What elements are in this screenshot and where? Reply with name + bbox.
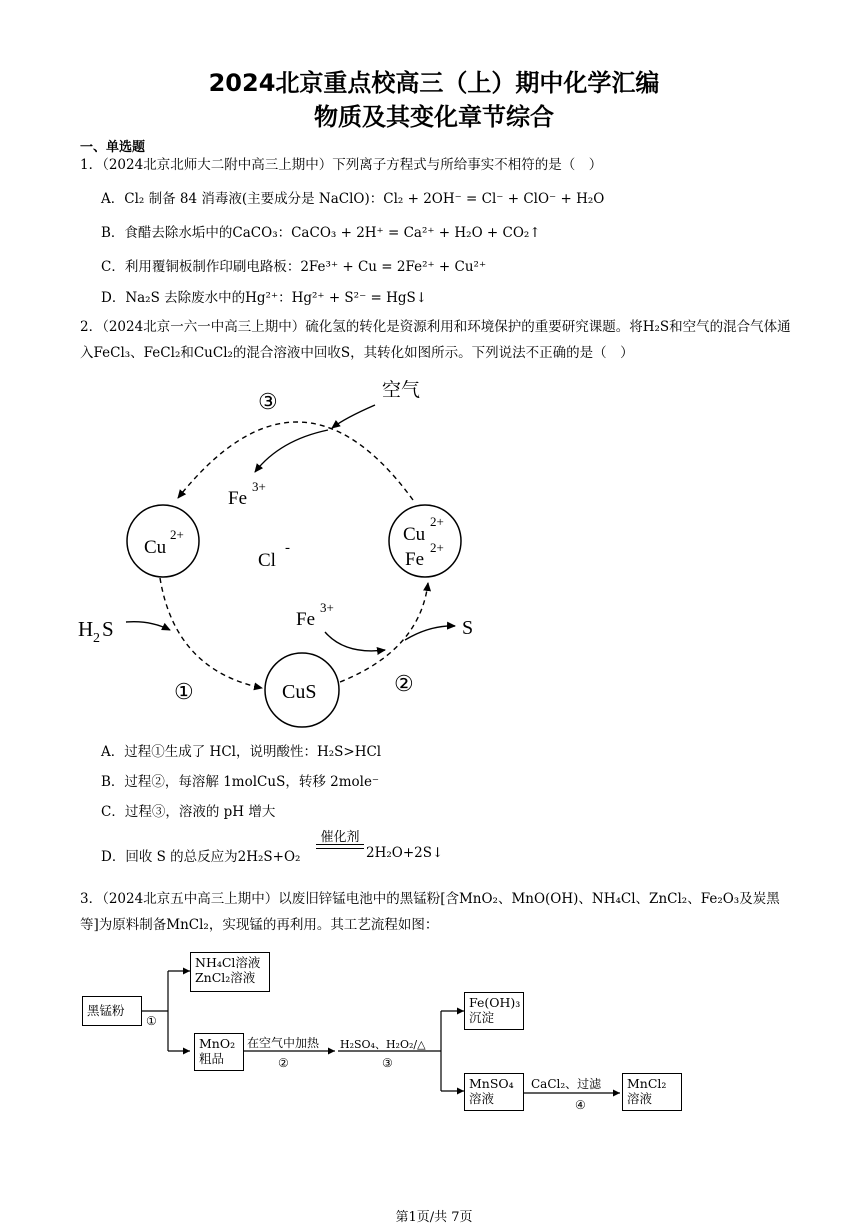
box-line-1: Fe(OH)₃: [469, 995, 521, 1010]
question-3-stem: 3．（2024北京五中高三上期中）以废旧锌锰电池中的黑锰粉[含MnO₂、MnO(OH)、NH₄Cl、ZnCl₂、Fe₂O₃及炭黑等]为原料制备MnCl₂，实现锰的再利用。其工艺流程如图：: [80, 891, 780, 933]
process-flow-lines: [60, 940, 720, 1120]
question-2-option-c: C．过程③，溶液的 pH 增大: [101, 804, 276, 820]
box-nh4cl-zncl2: [190, 952, 270, 992]
label-fe-bottom-charge: 3+: [320, 600, 334, 615]
label-step-2: ②: [394, 671, 414, 696]
flow-step-2: ②: [278, 1056, 289, 1070]
label-h2s-h: H: [78, 617, 94, 641]
dashed-arc-bottom-right: [340, 583, 428, 682]
box-line-1: MnCl₂: [627, 1076, 667, 1091]
flow-label-cacl2-filter: CaCl₂、过滤: [531, 1077, 602, 1091]
catalyst-equals-sign: [316, 844, 364, 849]
box-feoh3-precipitate: [464, 992, 524, 1030]
sulfur-cycle-diagram: [60, 370, 520, 740]
flow-step-4: ④: [575, 1098, 586, 1112]
question-2-option-d: D．回收 S 的总反应为2H₂S+O₂: [101, 849, 301, 865]
box-black-manganese-powder: [82, 996, 142, 1026]
label-cu-ion-charge: 2+: [170, 527, 184, 542]
box-line-2: 粗品: [199, 1051, 225, 1066]
section-heading: 一、单选题: [80, 140, 146, 155]
label-h2s-s: S: [102, 617, 114, 641]
question-2-option-d-product: 2H₂O+2S↓: [366, 845, 444, 861]
label-step-1: ①: [174, 679, 194, 704]
box-line-2: 溶液: [469, 1091, 495, 1106]
question-1-option-b: B．食醋去除水垢中的CaCO₃：CaCO₃ + 2H⁺ = Ca²⁺ + H₂O + CO₂↑: [101, 225, 541, 241]
label-fe-bottom: Fe: [296, 609, 315, 630]
box-line-1: NH₄Cl溶液: [195, 955, 261, 970]
box-mncl2-solution: [622, 1073, 682, 1111]
box-line-1: MnSO₄: [469, 1076, 514, 1091]
page-footer: 第1页/共 7页: [395, 1210, 473, 1225]
label-cl-ion-charge: -: [285, 540, 290, 556]
page-title: 2024北京重点校高三（上）期中化学汇编: [208, 69, 660, 97]
question-2-option-b: B．过程②，每溶解 1molCuS，转移 2mole⁻: [101, 774, 380, 790]
label-cl-ion: Cl: [258, 550, 276, 571]
box-mno2-crude: [194, 1033, 244, 1071]
question-1-option-d: D．Na₂S 去除废水中的Hg²⁺：Hg²⁺ + S²⁻ = HgS↓: [101, 290, 428, 306]
box-line-2: ZnCl₂溶液: [195, 970, 256, 985]
label-h2s-sub: 2: [93, 631, 100, 646]
page-subtitle: 物质及其变化章节综合: [314, 103, 554, 131]
dashed-arc-bottom-left: [160, 578, 262, 688]
question-1-option-a: A．Cl₂ 制备 84 消毒液(主要成分是 NaClO)：Cl₂ + 2OH⁻ = Cl⁻ + ClO⁻ + H₂O: [101, 191, 605, 207]
flow-step-3: ③: [382, 1056, 393, 1070]
question-1-stem: 1．（2024北京北师大二附中高三上期中）下列离子方程式与所给事实不相符的是（ ）: [80, 157, 603, 173]
air-arrow: [332, 405, 375, 428]
label-right-cu: Cu: [403, 524, 426, 545]
label-fe-top-charge: 3+: [252, 479, 266, 494]
question-2-option-a: A．过程①生成了 HCl，说明酸性：H₂S>HCl: [101, 744, 382, 760]
question-2-stem: 2．（2024北京一六一中高三上期中）硫化氢的转化是资源利用和环境保护的重要研究课题。将H₂S和空气的混合气体通入FeCl₃、FeCl₂和CuCl₂的混合溶液中回收S，其转化如图所示。下列说法不正确的是（ ）: [80, 319, 791, 361]
box-line-1: MnO₂: [199, 1036, 236, 1051]
label-cu-ion: Cu: [144, 537, 167, 558]
box-label: 黑锰粉: [87, 1003, 125, 1018]
flow-label-h2so4-h2o2: H₂SO₄、H₂O₂/△: [340, 1038, 426, 1051]
box-mnso4-solution: [464, 1073, 524, 1111]
flow-step-1: ①: [146, 1014, 157, 1028]
question-1-option-c: C．利用覆铜板制作印刷电路板：2Fe³⁺ + Cu = 2Fe²⁺ + Cu²⁺: [101, 259, 487, 275]
label-air: 空气: [382, 380, 421, 401]
label-right-cu-charge: 2+: [430, 514, 444, 529]
fe3-formation-arrow: [255, 430, 328, 472]
label-right-fe: Fe: [405, 549, 424, 570]
label-right-fe-charge: 2+: [430, 540, 444, 555]
fe3-consume-arrow: [325, 632, 385, 651]
label-cus: CuS: [282, 681, 317, 703]
label-fe-top: Fe: [228, 488, 247, 509]
h2s-arrow: [126, 622, 170, 630]
catalyst-label: 催化剂: [320, 830, 360, 845]
dashed-arc-top: [178, 422, 413, 500]
box-line-2: 溶液: [627, 1091, 653, 1106]
label-step-3: ③: [258, 389, 278, 414]
box-line-2: 沉淀: [469, 1010, 495, 1025]
label-sulfur: S: [462, 617, 474, 639]
flow-label-heat-in-air: 在空气中加热: [247, 1036, 320, 1050]
